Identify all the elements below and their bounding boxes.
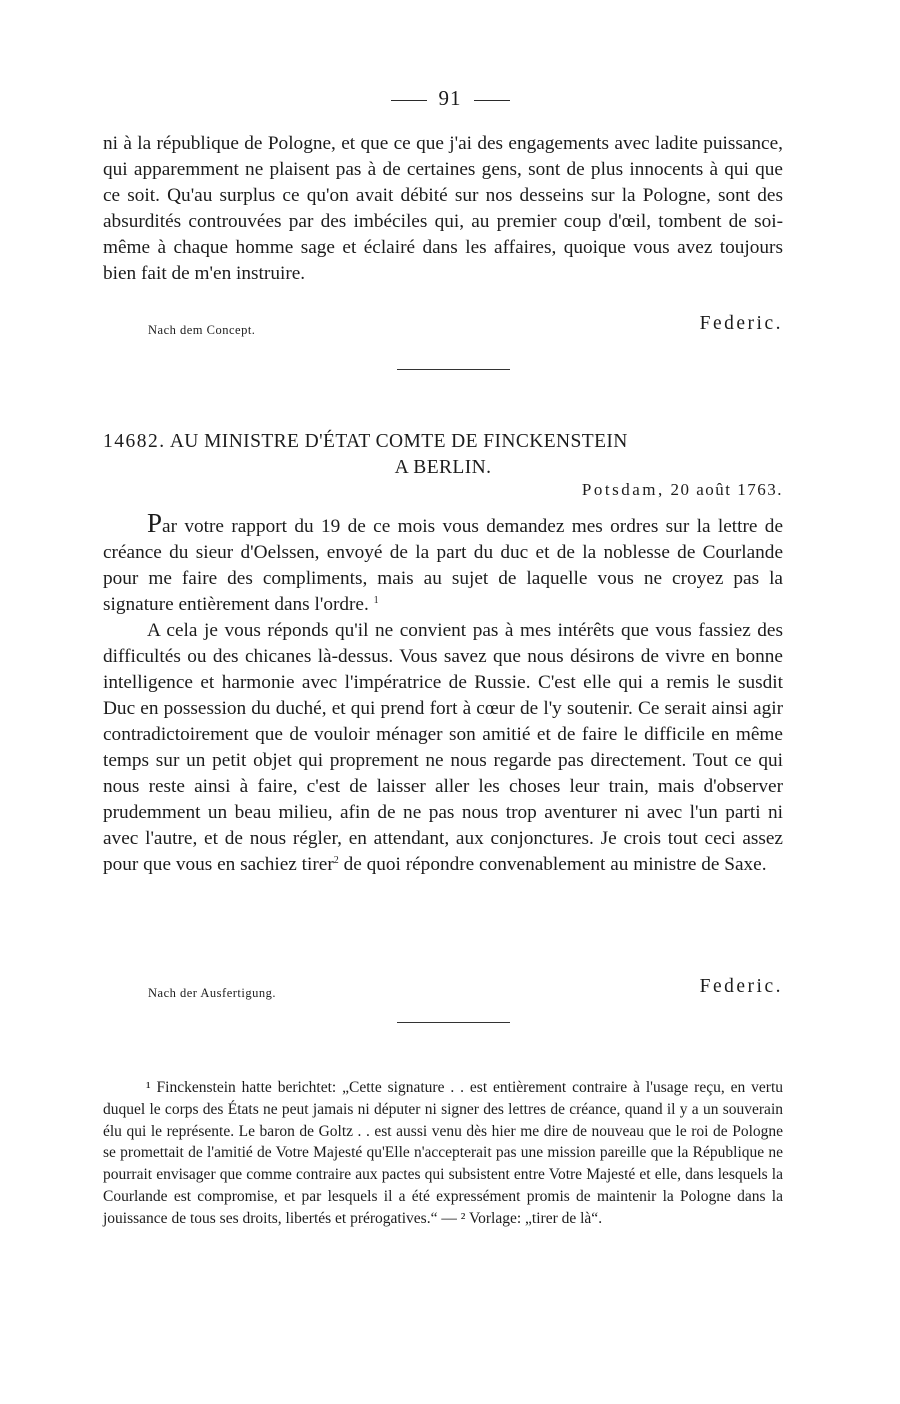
letter-1-paragraph: ni à la république de Pologne, et que ce que j'ai des engagements avec ladite puissance, qui apparemment ne plaisent pas à de certaines gens, sont de plus innocents à qui que ce soit. Qu'au surplus ce qu'on avait débité sur nos desseins sur la Pologne, sont des absurdités controuvées par des imbéciles qui, au premier coup d'œil, tombent de soi-même à chaque homme sage et éclairé dans les affaires, quoique vous avez toujours bien fait de m'en instruire. bbox=[103, 133, 783, 284]
letter-2-initial: P bbox=[147, 508, 163, 538]
letter-2-body bbox=[103, 510, 783, 878]
page-header bbox=[0, 86, 900, 111]
footnote-ref-1: 1 bbox=[373, 595, 379, 606]
letter-1-body bbox=[103, 131, 783, 287]
letter-2-heading bbox=[103, 429, 803, 481]
section-divider-2 bbox=[397, 1022, 510, 1023]
letter-2-recipient: AU MINISTRE D'ÉTAT COMTE DE FINCKENSTEIN bbox=[169, 431, 628, 452]
footnote-ref-2: 2 bbox=[333, 855, 339, 866]
letter-2-signature: Federic. bbox=[699, 976, 783, 997]
letter-2-paragraph-2-text-b: de quoi répondre convenablement au ministre de Saxe. bbox=[338, 854, 767, 875]
letter-1-signature: Federic. bbox=[699, 313, 783, 334]
letter-2-recipient-city: A BERLIN. bbox=[394, 457, 492, 478]
letter-1-closing bbox=[103, 313, 783, 341]
footnotes bbox=[103, 1077, 783, 1230]
letter-2-paragraph-1 bbox=[103, 510, 783, 618]
letter-2-paragraph-2-text-a: A cela je vous réponds qu'il ne convient pas à mes intérêts que vous fassiez des difficultés ou des chicanes là-dessus. Vous savez que nous désirons de vivre en bonne intelligence et harmonie avec l'impératrice de Russie. C'est elle qui a remis le susdit Duc en possession du duché, et qui prend fort à cœur de l'y soutenir. Ce serait ainsi agir contradictoirement que de vouloir ménager son amitié et de faire le difficile en même temps sur un petit objet qui proprement ne nous regarde pas directement. Tout ce qui nous reste ainsi à faire, c'est de laisser aller les choses leur train, mais d'observer prudemment un beau milieu, afin de ne pas nous trop aventurer ni avec l'un parti ni avec l'autre, et de nous régler, en attendant, aux conjonctures. Je crois tout ceci assez pour que vous en sachiez tirer bbox=[103, 620, 783, 875]
letter-2-dateline bbox=[582, 480, 783, 500]
letter-2-source-note: Nach der Ausfertigung. bbox=[148, 986, 276, 1000]
letter-2-closing bbox=[103, 976, 783, 1004]
page-number: 91 bbox=[438, 86, 462, 110]
letter-2-date: 20 août 1763. bbox=[670, 480, 783, 499]
letter-1-source-note: Nach dem Concept. bbox=[148, 323, 256, 337]
letter-2-paragraph-1-text: ar votre rapport du 19 de ce mois vous demandez mes ordres sur la lettre de créance du sieur d'Oelssen, envoyé de la part du duc et de la noblesse de Courlande pour me faire des compliments, mais au sujet de laquelle vous ne croyez pas la signature entièrement dans l'ordre. bbox=[103, 516, 783, 615]
header-dash-right bbox=[474, 100, 510, 101]
letter-2-number: 14682. bbox=[103, 431, 166, 452]
letter-2-paragraph-2 bbox=[103, 618, 783, 878]
letter-2-place: Potsdam, bbox=[581, 480, 665, 499]
header-dash-left bbox=[391, 100, 427, 101]
section-divider-1 bbox=[397, 369, 510, 370]
footnote-text: ¹ Finckenstein hatte berichtet: „Cette signature . . est entièrement contraire à l'usage reçu, en vertu duquel le corps des États ne peut jamais ni députer ni signer des lettres de créance, quand il y a un souverain élu qui le représente. Le baron de Goltz . . est aussi venu dès hier me dire de nouveau que le roi de Pologne se promettait de l'amitié de Votre Majesté qu'Elle n'accepterait pas une mission pareille que la République ne pourrait envisager que comme contraire aux pactes qui subsistent entre Votre Majesté et elle, dans lesquels la Courlande est compromise, et par lesquels il a été expressément promis de maintenir la Pologne dans la jouissance de tous ses droits, libertés et prérogatives.“ — ² Vorlage: „tirer de là“. bbox=[103, 1079, 783, 1227]
